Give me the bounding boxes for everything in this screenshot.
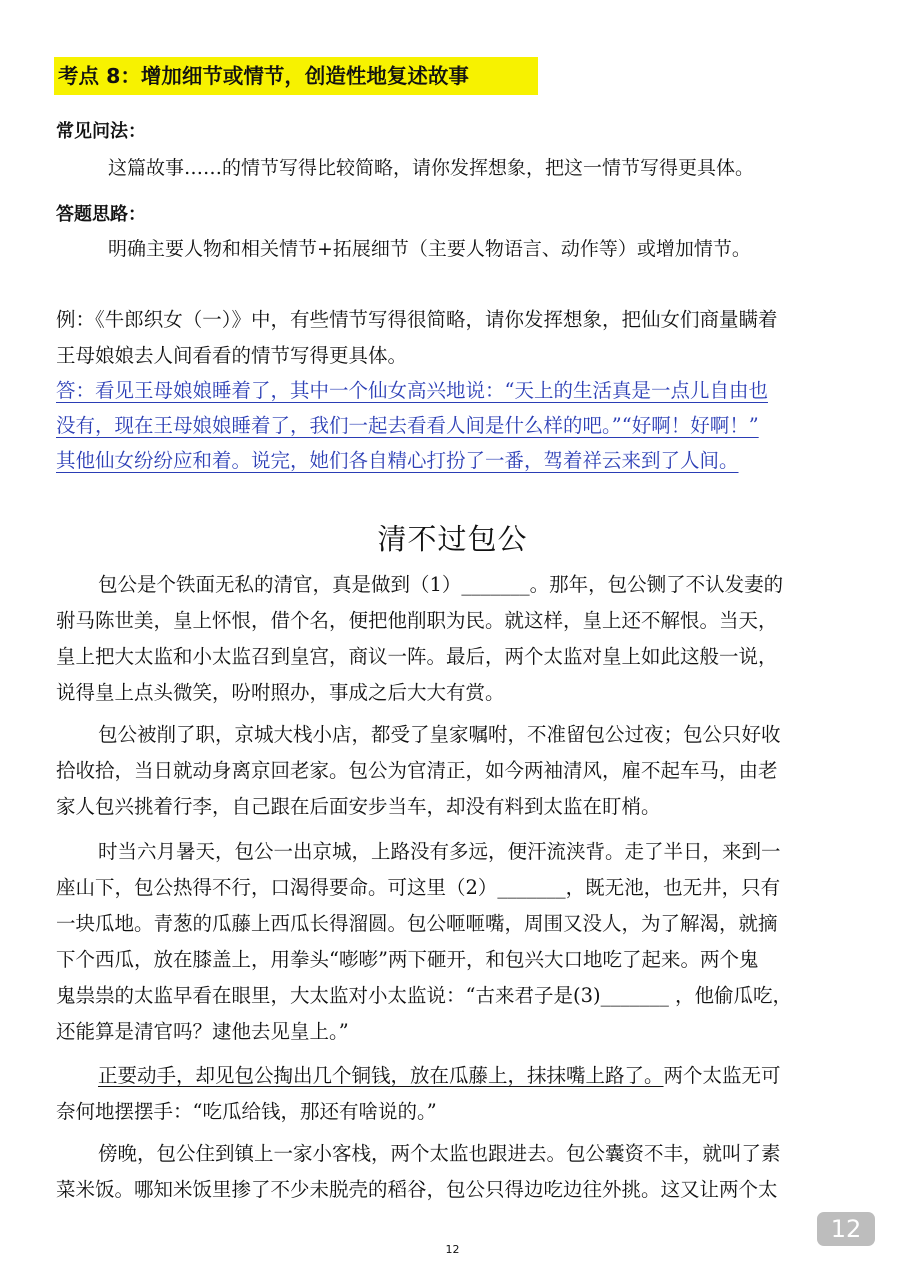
story-line <box>56 1058 856 1094</box>
story-line: 座山下，包公热得不行，口渴得要命。可这里（2）_______，既无池，也无井，只有 <box>56 876 781 899</box>
example-line: 王母娘娘去人间看看的情节写得更具体。 <box>56 344 408 367</box>
story-line: 包公是个铁面无私的清官，真是做到（1）_______。那年，包公铡了不认发妻的 <box>98 573 784 596</box>
story-line: 菜米饭。哪知米饭里掺了不少未脱壳的稻谷，包公只得边吃边往外挑。这又让两个太 <box>56 1178 778 1201</box>
story-line: 拾收拾，当日就动身离京回老家。包公为官清正，如今两袖清风，雇不起车马，由老 <box>56 759 778 782</box>
example-question <box>56 302 778 374</box>
page-badge: 12 <box>817 1212 875 1246</box>
approach-label: 答题思路： <box>56 204 146 225</box>
story-line: 驸马陈世美，皇上怀恨，借个名，便把他削职为民。就这样，皇上还不解恨。当天， <box>56 609 778 632</box>
story-line: 家人包兴挑着行李，自己跟在后面安步当车，却没有料到太监在盯梢。 <box>56 795 661 818</box>
story-paragraph-1 <box>56 567 856 711</box>
section-heading: 考点 8：增加细节或情节，创造性地复述故事 <box>54 57 538 95</box>
story-line: 下个西瓜，放在膝盖上，用拳头“嘭嘭”两下砸开，和包兴大口地吃了起来。两个鬼 <box>56 948 759 971</box>
example-answer <box>56 373 856 478</box>
story-line: 一块瓜地。青葱的瓜藤上西瓜长得溜圆。包公咂咂嘴，周围又没人，为了解渴，就摘 <box>56 912 778 935</box>
story-line: 傍晚，包公住到镇上一家小客栈，两个太监也跟进去。包公囊资不丰，就叫了素 <box>98 1142 781 1165</box>
underlined-sentence: 正要动手，却见包公掏出几个铜钱，放在瓜藤上，抹抹嘴上路了。 <box>98 1064 664 1087</box>
story-paragraph-4 <box>56 1058 856 1130</box>
answer-line: 没有，现在王母娘娘睡着了，我们一起去看看人间是什么样的吧。”“好啊！好啊！” <box>56 414 759 437</box>
story-line: 皇上把大太监和小太监召到皇宫，商议一阵。最后，两个太监对皇上如此这般一说， <box>56 645 778 668</box>
story-line: 时当六月暑天，包公一出京城，上路没有多远，便汗流浃背。走了半日，来到一 <box>98 840 781 863</box>
story-text: 两个太监无可 <box>663 1064 781 1087</box>
story-line: 还能算是清官吗？逮他去见皇上。” <box>56 1020 349 1043</box>
common-question-label: 常见问法： <box>56 121 146 142</box>
story-line: 说得皇上点头微笑，吩咐照办，事成之后大大有赏。 <box>56 681 505 704</box>
approach-text: 明确主要人物和相关情节+拓展细节（主要人物语言、动作等）或增加情节。 <box>108 238 751 260</box>
story-paragraph-2 <box>56 717 856 825</box>
example-line: 例：《牛郎织女（一）》中，有些情节写得很简略，请你发挥想象，把仙女们商量瞒着 <box>56 308 778 331</box>
answer-line: 其他仙女纷纷应和着。说完，她们各自精心打扮了一番，驾着祥云来到了人间。 <box>56 449 739 472</box>
story-title: 清不过包公 <box>377 522 528 556</box>
story-paragraph-5 <box>56 1136 856 1208</box>
story-line: 鬼祟祟的太监早看在眼里，大太监对小太监说：“古来君子是(3)_______ ，他偷瓜吃， <box>56 984 793 1007</box>
story-line: 包公被削了职，京城大栈小店，都受了皇家嘱咐，不准留包公过夜；包公只好收 <box>98 723 781 746</box>
story-line: 奈何地摆摆手：“吃瓜给钱，那还有啥说的。” <box>56 1100 437 1123</box>
story-paragraph-3 <box>56 834 856 1050</box>
common-question-text: 这篇故事……的情节写得比较简略，请你发挥想象，把这一情节写得更具体。 <box>108 157 755 179</box>
answer-line: 答：看见王母娘娘睡着了，其中一个仙女高兴地说：“天上的生活真是一点儿自由也 <box>56 379 768 402</box>
page-number: 12 <box>445 1243 460 1256</box>
